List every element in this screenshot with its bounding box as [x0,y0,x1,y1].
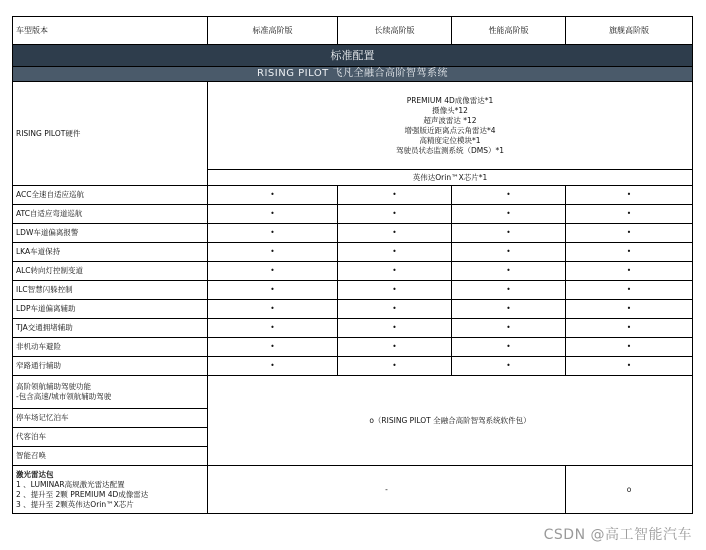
feature-value: • [566,224,693,243]
feature-value: • [338,262,452,281]
hardware-line: PREMIUM 4D成像雷达*1 [406,95,494,105]
advanced-label: 停车场记忆泊车 [13,409,208,428]
feature-value: • [452,281,566,300]
advanced-option-cell: o（RISING PILOT 全融合高阶智驾系统软件包） [208,376,693,466]
feature-value: • [338,357,452,376]
feature-value: • [338,281,452,300]
hardware-line: 摄像头*12 [432,105,468,115]
feature-value: • [452,186,566,205]
chip-cell: 英伟达Orin™X芯片*1 [208,170,693,186]
header-version: 性能高阶版 [452,17,566,45]
subsection-title: RISING PILOT 飞凡全融合高阶智驾系统 [13,67,693,82]
lidar-label [13,466,208,514]
feature-value: • [566,357,693,376]
feature-value: • [208,357,338,376]
advanced-label: 智能召唤 [13,447,208,466]
feature-name: ALC转向灯控制变道 [13,262,208,281]
feature-row [13,319,693,338]
feature-value: • [452,319,566,338]
feature-name: LKA车道保持 [13,243,208,262]
feature-value: • [566,281,693,300]
feature-row [13,224,693,243]
feature-value: • [208,281,338,300]
feature-value: • [566,205,693,224]
feature-value: • [208,300,338,319]
lidar-row [13,466,693,514]
feature-value: • [338,338,452,357]
header-version: 长续高阶版 [338,17,452,45]
feature-value: • [566,300,693,319]
feature-value: • [338,300,452,319]
feature-name: ILC智慧闪躲控制 [13,281,208,300]
feature-row [13,300,693,319]
lidar-line: 3 、提升至 2颗英伟达Orin™X芯片 [16,499,134,509]
hardware-label: RISING PILOT硬件 [13,82,208,186]
advanced-label [13,376,208,409]
header-version: 标准高阶版 [208,17,338,45]
hardware-line: 驾驶员状态监测系统（DMS）*1 [395,145,505,155]
feature-value: • [208,319,338,338]
feature-name: ACC全速自适应巡航 [13,186,208,205]
feature-row [13,262,693,281]
feature-name: LDP车道偏离辅助 [13,300,208,319]
hardware-line: 高精度定位模块*1 [419,135,481,145]
lidar-title: 激光雷达包 [16,469,54,479]
header-row [13,17,693,45]
feature-value: • [566,243,693,262]
feature-name: 非机动车避险 [13,338,208,357]
feature-row [13,338,693,357]
lidar-line: 1 、LUMINAR高规激光雷达配置 [16,479,125,489]
header-version: 旗舰高阶版 [566,17,693,45]
feature-value: • [452,243,566,262]
feature-name: LDW车道偏离报警 [13,224,208,243]
feature-value: • [452,205,566,224]
subsection-band [13,67,693,82]
feature-row [13,186,693,205]
feature-value: • [338,205,452,224]
feature-value: • [452,262,566,281]
feature-row [13,357,693,376]
feature-value: • [208,205,338,224]
feature-value: • [208,338,338,357]
header-model-version: 车型版本 [13,17,208,45]
hardware-line: 增强版近距离点云角雷达*4 [404,125,496,135]
lidar-std-value: - [208,466,566,514]
feature-rows [13,186,693,376]
feature-row [13,281,693,300]
hardware-line: 超声波雷达 *12 [423,115,477,125]
feature-value: • [452,357,566,376]
feature-value: • [452,338,566,357]
feature-value: • [338,243,452,262]
feature-value: • [452,300,566,319]
feature-value: • [566,319,693,338]
advanced-label-line: 高阶领航辅助驾驶功能 [16,382,91,391]
feature-value: • [338,224,452,243]
advanced-label: 代客泊车 [13,428,208,447]
hardware-row [13,82,693,170]
hardware-list [208,82,693,170]
feature-name: 窄路通行辅助 [13,357,208,376]
feature-name: ATC自适应弯道巡航 [13,205,208,224]
watermark: CSDN @高工智能汽车 [543,527,692,543]
feature-value: • [208,186,338,205]
feature-row [13,243,693,262]
feature-value: • [338,319,452,338]
lidar-flagship-value: o [566,466,693,514]
config-table [12,16,693,514]
feature-name: TJA交通拥堵辅助 [13,319,208,338]
advanced-label-line: -包含高速/城市领航辅助驾驶 [16,392,112,401]
section-band [13,45,693,67]
advanced-row [13,376,693,409]
feature-value: • [566,186,693,205]
feature-value: • [338,186,452,205]
feature-value: • [566,338,693,357]
feature-value: • [208,243,338,262]
feature-row [13,205,693,224]
feature-value: • [208,224,338,243]
feature-value: • [452,224,566,243]
feature-value: • [566,262,693,281]
lidar-line: 2 、提升至 2颗 PREMIUM 4D成像雷达 [16,489,149,499]
section-title: 标准配置 [13,45,693,67]
feature-value: • [208,262,338,281]
